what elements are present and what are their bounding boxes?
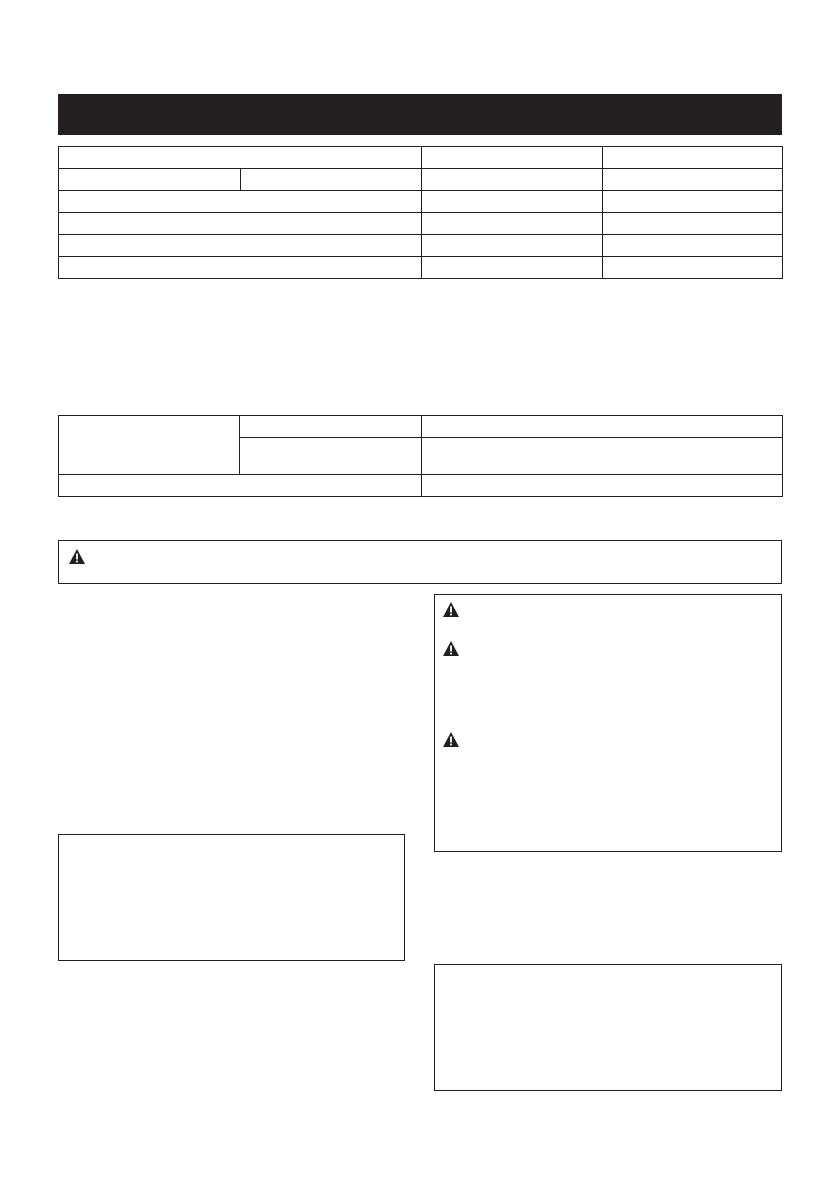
table-cell bbox=[241, 169, 422, 191]
table-cell bbox=[59, 475, 422, 497]
note-box-left bbox=[58, 834, 405, 961]
table-cell bbox=[240, 416, 422, 438]
table-cell bbox=[59, 416, 240, 475]
warning-triangle-icon bbox=[443, 732, 459, 747]
table-row bbox=[59, 416, 783, 438]
table-cell bbox=[59, 257, 422, 279]
table-row bbox=[59, 169, 783, 191]
table-cell bbox=[422, 438, 783, 475]
table-cell bbox=[59, 235, 422, 257]
table-row bbox=[59, 147, 783, 169]
table-cell bbox=[422, 257, 603, 279]
table-row bbox=[59, 257, 783, 279]
table-cell bbox=[422, 416, 783, 438]
table-cell bbox=[422, 147, 603, 169]
table-cell bbox=[240, 438, 422, 475]
table-cell bbox=[603, 257, 783, 279]
specifications-table bbox=[58, 146, 783, 279]
table-cell bbox=[59, 169, 241, 191]
table-cell bbox=[59, 191, 422, 213]
warning-panel-right bbox=[434, 594, 782, 852]
warning-triangle-icon bbox=[443, 602, 459, 617]
table-row bbox=[59, 213, 783, 235]
warning-triangle-icon bbox=[69, 549, 85, 564]
section-header-bar bbox=[58, 94, 782, 135]
table-cell bbox=[59, 213, 422, 235]
table-cell bbox=[59, 147, 422, 169]
table-cell bbox=[603, 191, 783, 213]
note-box-right bbox=[434, 964, 782, 1091]
table-row bbox=[59, 191, 783, 213]
table-cell bbox=[422, 191, 603, 213]
noise-vibration-table bbox=[58, 415, 783, 497]
table-cell bbox=[603, 147, 783, 169]
table-cell bbox=[603, 235, 783, 257]
warning-triangle-icon bbox=[443, 641, 459, 656]
table-cell bbox=[422, 169, 603, 191]
table-cell bbox=[603, 213, 783, 235]
table-row bbox=[59, 475, 783, 497]
table-cell bbox=[422, 235, 603, 257]
warning-box-wide bbox=[58, 540, 782, 584]
table-cell bbox=[422, 475, 783, 497]
table-cell bbox=[422, 213, 603, 235]
table-row bbox=[59, 235, 783, 257]
table-cell bbox=[603, 169, 783, 191]
